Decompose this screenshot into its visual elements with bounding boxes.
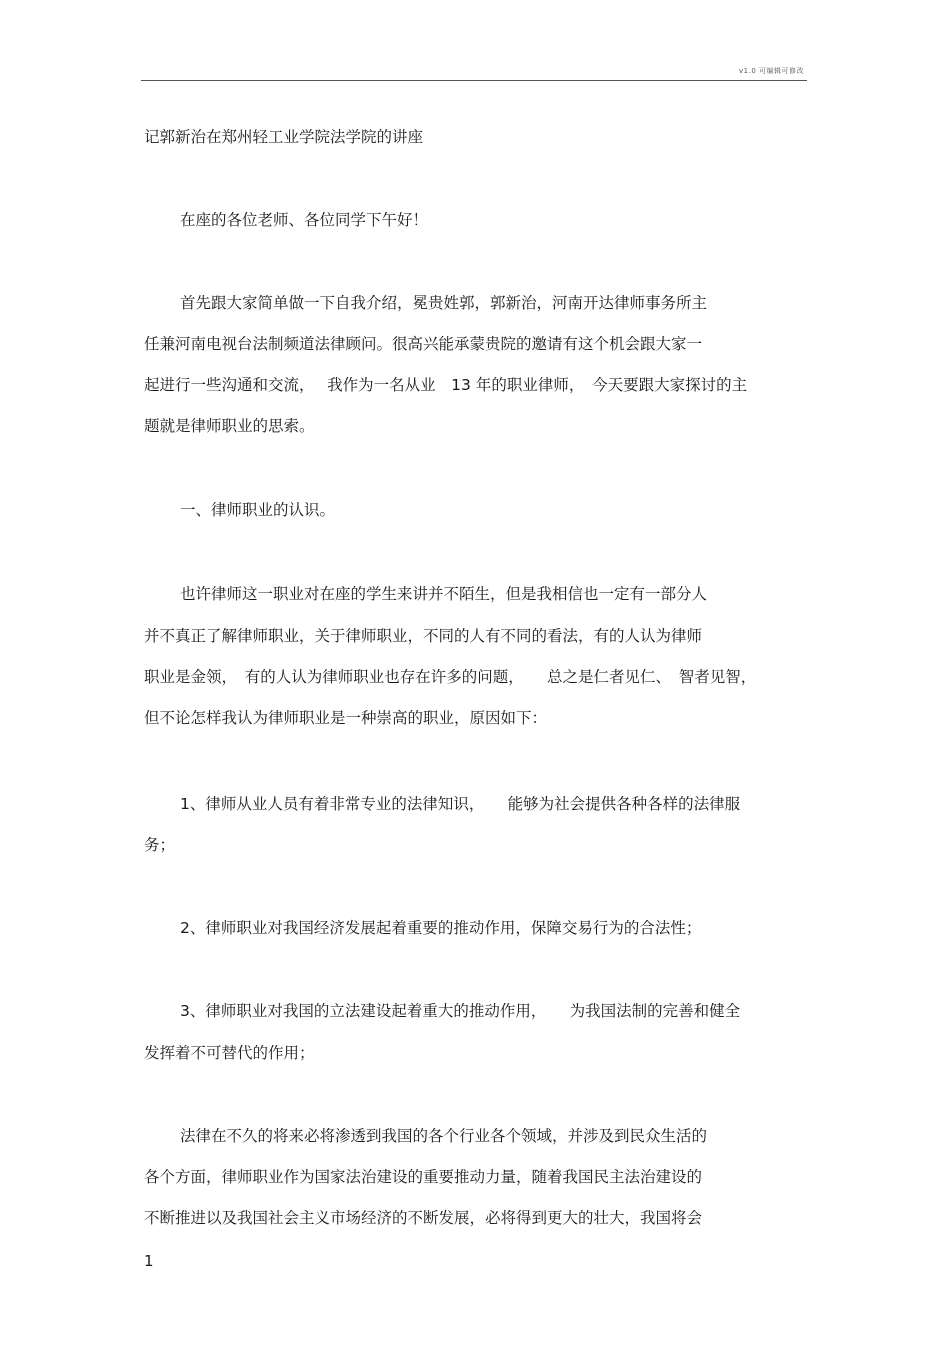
header-rule xyxy=(141,80,807,81)
paragraph-line: 并不真正了解律师职业，关于律师职业，不同的人有不同的看法，有的人认为律师 xyxy=(144,627,703,645)
paragraph-line: 职业是金领， 有的人认为律师职业也存在许多的问题， 总之是仁者见仁、 智者见智， xyxy=(144,668,757,686)
paragraph-line: 不断推进以及我国社会主义市场经济的不断发展，必将得到更大的壮大，我国将会 xyxy=(144,1209,703,1227)
paragraph-career-view-cont xyxy=(144,625,814,730)
paragraph-future-cont xyxy=(144,1166,814,1230)
section-heading-1 xyxy=(144,499,850,522)
paragraph-line: 任兼河南电视台法制频道法律顾问。很高兴能承蒙贵院的邀请有这个机会跟大家一 xyxy=(144,335,703,353)
paragraph-line: 1、律师从业人员有着非常专业的法律知识， 能够为社会提供各种各样的法律服 xyxy=(180,795,741,813)
paragraph-line: 首先跟大家简单做一下自我介绍，冕贵姓郭，郭新治，河南开达律师事务所主 xyxy=(180,294,708,312)
paragraph-career-view xyxy=(144,583,850,606)
paragraph-line: 务； xyxy=(144,836,176,854)
document-title: 记郭新治在郑州轻工业学院法学院的讲座 xyxy=(144,128,424,146)
list-item-1 xyxy=(144,793,850,816)
paragraph-line: 题就是律师职业的思索。 xyxy=(144,417,315,435)
paragraph-introduction-cont xyxy=(144,333,814,438)
list-item-3-cont xyxy=(144,1042,814,1065)
paragraph-line: 发挥着不可替代的作用； xyxy=(144,1044,315,1062)
paragraph-introduction xyxy=(144,292,850,315)
paragraph-line: 3、律师职业对我国的立法建设起着重大的推动作用， 为我国法制的完善和健全 xyxy=(180,1002,741,1020)
paragraph-future xyxy=(144,1125,850,1148)
paragraph-line: 一、律师职业的认识。 xyxy=(180,501,336,519)
list-item-2 xyxy=(144,917,850,940)
paragraph-line: 2、律师职业对我国经济发展起着重要的推动作用，保障交易行为的合法性； xyxy=(180,919,702,937)
paragraph-line: 在座的各位老师、各位同学下午好！ xyxy=(180,211,429,229)
paragraph-line: 起进行一些沟通和交流， 我作为一名从业 13 年的职业律师， 今天要跟大家探讨的主 xyxy=(144,376,748,394)
paragraph-line: 也许律师这一职业对在座的学生来讲并不陌生，但是我相信也一定有一部分人 xyxy=(180,585,708,603)
header-version-label: v1.0 可编辑可修改 xyxy=(739,67,804,75)
list-item-3 xyxy=(144,1000,850,1023)
list-item-1-cont xyxy=(144,834,814,857)
paragraph-line: 各个方面，律师职业作为国家法治建设的重要推动力量，随着我国民主法治建设的 xyxy=(144,1168,703,1186)
paragraph-greeting xyxy=(144,209,850,232)
paragraph-line: 法律在不久的将来必将渗透到我国的各个行业各个领域，并涉及到民众生活的 xyxy=(180,1127,708,1145)
paragraph-line: 但不论怎样我认为律师职业是一种崇高的职业，原因如下： xyxy=(144,709,548,727)
page-number: 1 xyxy=(144,1252,154,1270)
